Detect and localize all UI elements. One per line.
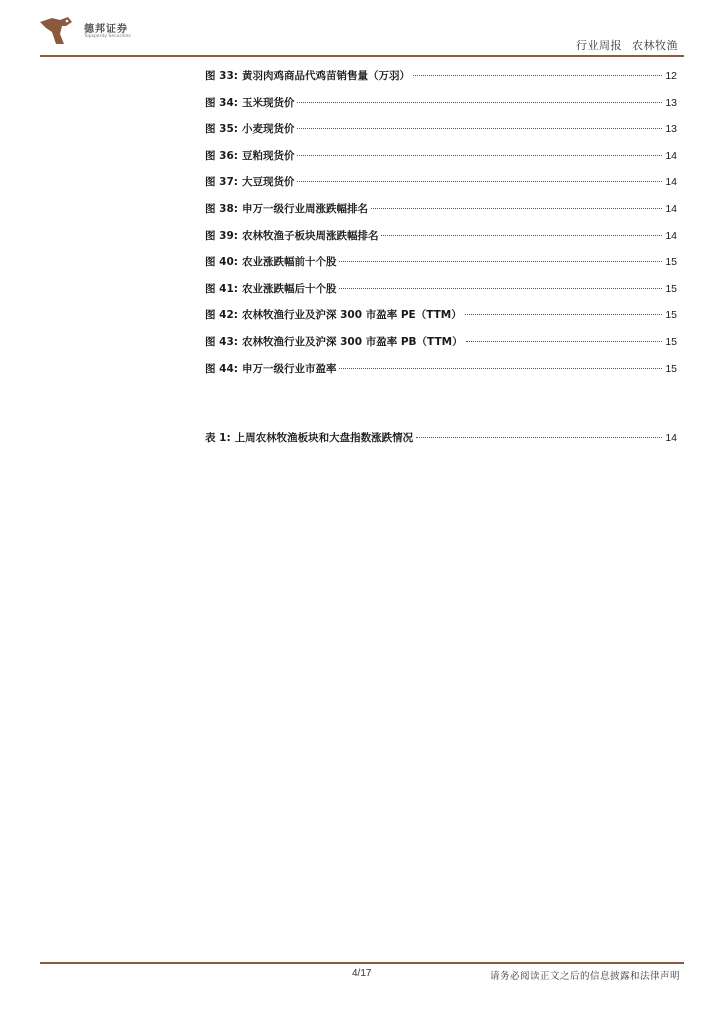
toc-label: 图 44: — [205, 362, 238, 375]
toc-label: 图 36: — [205, 149, 238, 162]
toc-leader — [297, 181, 662, 182]
footer-divider — [40, 962, 684, 964]
toc-title: 农业涨跌幅前十个股 — [241, 256, 337, 269]
toc-leader — [339, 261, 662, 262]
toc-page: 15 — [665, 256, 677, 269]
toc-page: 15 — [665, 309, 677, 322]
toc-leader — [339, 368, 662, 369]
toc-leader — [413, 75, 662, 76]
brand-name-cn: 德邦证券 — [84, 24, 128, 35]
toc-label: 图 34: — [205, 96, 238, 109]
toc-page: 14 — [665, 149, 677, 162]
toc-entry[interactable] — [205, 228, 677, 255]
toc-entry[interactable] — [205, 254, 677, 281]
toc-leader — [297, 155, 662, 156]
toc-entry[interactable] — [205, 361, 677, 388]
logo-mark-icon — [38, 14, 78, 48]
toc-entry[interactable] — [205, 148, 677, 175]
toc-entry[interactable] — [205, 121, 677, 148]
toc-leader — [465, 314, 663, 315]
toc-leader — [466, 341, 663, 342]
toc-entry[interactable] — [205, 174, 677, 201]
toc-leader — [339, 288, 662, 289]
toc-label: 图 43: — [205, 335, 238, 348]
toc-entry[interactable] — [205, 95, 677, 122]
toc-page: 12 — [665, 70, 677, 82]
header-divider — [40, 55, 684, 57]
toc-page: 14 — [665, 229, 677, 242]
toc-title: 农林牧渔行业及沪深 300 市盈率 PE（TTM） — [241, 309, 462, 322]
toc-title: 上周农林牧渔板块和大盘指数涨跌情况 — [234, 432, 414, 444]
toc-leader — [297, 128, 662, 129]
toc-entry[interactable] — [205, 307, 677, 334]
toc-page: 13 — [665, 96, 677, 109]
toc-entry[interactable] — [205, 430, 677, 457]
toc-label: 图 35: — [205, 123, 238, 136]
toc-page: 14 — [665, 432, 677, 444]
toc-label: 图 42: — [205, 309, 238, 322]
toc-title: 申万一级行业周涨跌幅排名 — [241, 202, 368, 215]
toc-leader — [371, 208, 662, 209]
toc-label: 表 1: — [205, 432, 231, 444]
company-logo — [38, 14, 158, 48]
toc-entry[interactable] — [205, 68, 677, 95]
toc-leader — [297, 102, 662, 103]
toc-page: 15 — [665, 335, 677, 348]
toc-page: 13 — [665, 123, 677, 136]
toc-entry[interactable] — [205, 334, 677, 361]
toc-title: 玉米现货价 — [241, 96, 295, 109]
toc-page: 15 — [665, 282, 677, 295]
report-type: 行业周报 — [576, 39, 622, 52]
toc-title: 小麦现货价 — [241, 123, 295, 136]
toc-page: 14 — [665, 176, 677, 189]
toc-page: 14 — [665, 202, 677, 215]
toc-label: 图 33: — [205, 70, 238, 82]
toc-leader — [416, 437, 662, 438]
toc-label: 图 38: — [205, 202, 238, 215]
toc-entry[interactable] — [205, 281, 677, 308]
toc-title: 豆粕现货价 — [241, 149, 295, 162]
toc-label: 图 37: — [205, 176, 238, 189]
toc-title: 农林牧渔行业及沪深 300 市盈率 PB（TTM） — [241, 335, 463, 348]
toc-label: 图 39: — [205, 229, 238, 242]
toc-leader — [381, 235, 662, 236]
sector-name: 农林牧渔 — [632, 39, 678, 52]
toc-title: 农林牧渔子板块周涨跌幅排名 — [241, 229, 379, 242]
table-index — [205, 430, 677, 457]
legal-disclaimer: 请务必阅读正文之后的信息披露和法律声明 — [489, 971, 680, 982]
page-number: 4/17 — [352, 968, 372, 979]
toc-title: 大豆现货价 — [241, 176, 295, 189]
toc-entry[interactable] — [205, 201, 677, 228]
brand-name-en: Topsperity Securities — [84, 34, 131, 39]
toc-title: 申万一级行业市盈率 — [241, 362, 337, 375]
toc-page: 15 — [665, 362, 677, 375]
figure-index — [205, 68, 677, 387]
report-header — [576, 37, 678, 53]
toc-title: 黄羽肉鸡商品代鸡苗销售量（万羽） — [241, 70, 410, 82]
toc-title: 农业涨跌幅后十个股 — [241, 282, 337, 295]
toc-label: 图 40: — [205, 256, 238, 269]
toc-label: 图 41: — [205, 282, 238, 295]
